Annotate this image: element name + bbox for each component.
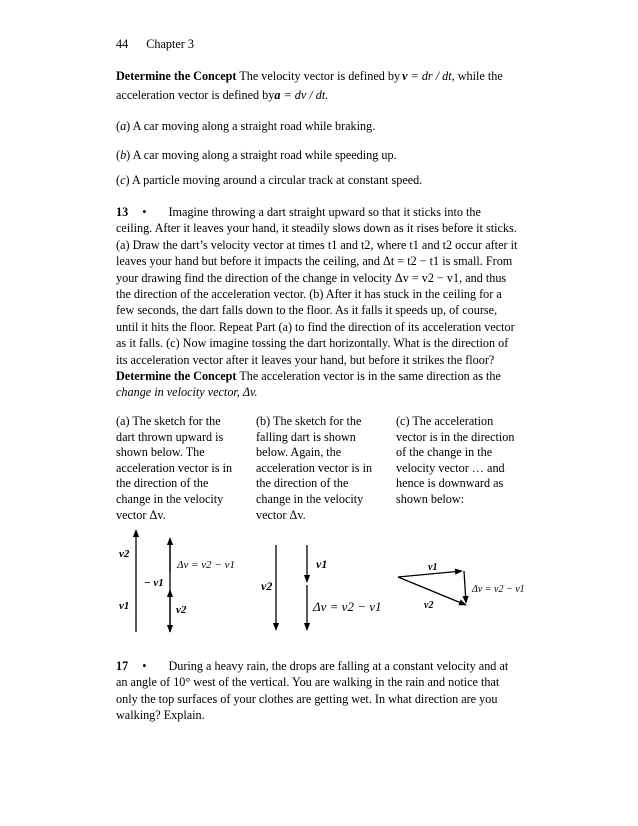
problem-line: its acceleration vector after it leaves your hand, but before it strikes the floor? — [116, 352, 495, 367]
problem-number: 13 — [116, 205, 129, 219]
label-v2: v2 — [424, 600, 434, 611]
column-line: (c) The acceleration — [396, 414, 494, 428]
velocity-definition: = dr / dt, — [410, 69, 455, 83]
column-line: below. Again, the — [256, 445, 342, 460]
column-line: vector Δv. — [256, 507, 306, 522]
answer-c: (c) A particle moving around a circular track at constant speed. — [116, 173, 423, 187]
problem-line: only the top surfaces of your clothes are getting wet. In what direction are you — [116, 691, 498, 706]
problem-line: leaves your hand but before it impacts the ceiling, and Δt = t2 − t1 is small. From — [116, 254, 513, 269]
answer-text: A car moving along a straight road while braking. — [132, 119, 376, 133]
page-number: 44 — [116, 37, 129, 51]
column-line: falling dart is shown — [256, 429, 356, 444]
concept-heading: Determine the Concept — [116, 369, 237, 383]
column-line: acceleration vector is in — [116, 460, 233, 475]
column-line: hence is downward as — [396, 476, 504, 491]
problem-line: (a) Draw the dart’s velocity vector at times t1 and t2, where t1 and t2 occur after it — [116, 237, 518, 252]
acceleration-symbol: a — [274, 88, 281, 103]
label-v2: v2 — [119, 548, 130, 560]
label-dv: Δv = v2 − v1 — [472, 584, 525, 595]
label-dv: Δv = v2 − v1 — [313, 599, 382, 614]
problem-line: the direction of the acceleration vector. (b) After it has stuck in the ceiling for a — [116, 287, 502, 302]
concept-heading: Determine the Concept — [116, 69, 237, 83]
problem-line: your drawing find the direction of the change in velocity Δv = v2 − v1, and thus — [116, 270, 507, 285]
column-line: the direction of the — [256, 476, 349, 491]
column-line: shown below. The — [116, 445, 205, 460]
label-v1: v1 — [316, 557, 328, 571]
column-line: vector is in the direction — [396, 429, 515, 444]
column-line: (a) The sketch for the — [116, 414, 221, 428]
problem-number: 17 — [116, 659, 129, 673]
column-line: change in the velocity — [256, 491, 364, 506]
label-v2-small: v2 — [176, 604, 187, 616]
problem-17 — [116, 658, 536, 724]
answer-text: A particle moving around a circular track at constant speed. — [131, 173, 423, 187]
difficulty-bullet: • — [142, 659, 147, 673]
label-v1: v1 — [428, 562, 438, 573]
diagram-b — [261, 545, 382, 630]
column-line: acceleration vector is in — [256, 460, 373, 475]
label-neg-v1: − v1 — [144, 577, 164, 589]
column-line: shown below: — [396, 491, 465, 506]
velocity-symbol: v — [402, 69, 408, 83]
column-line: vector Δv. — [116, 507, 166, 522]
column-line: the direction of the — [116, 476, 209, 491]
problem-line: Imagine throwing a dart straight upward so that it sticks into the — [168, 205, 481, 219]
problem-line: few seconds, the dart falls down to the floor. As it falls it speeds up, of course, — [116, 303, 498, 318]
answer-label: c — [120, 173, 126, 187]
diagram-a — [119, 530, 235, 632]
problem-line: walking? Explain. — [116, 708, 205, 723]
concept-text-italic: change in velocity vector, Δv. — [116, 385, 258, 400]
concept-text: The velocity vector is defined by — [239, 69, 401, 83]
column-line: (b) The sketch for the — [256, 414, 362, 428]
column-line: velocity vector … and — [396, 460, 505, 475]
label-dv: Δv = v2 − v1 — [177, 559, 235, 571]
problem-line: During a heavy rain, the drops are falling at a constant velocity and at — [168, 659, 509, 673]
answer-a: (a) A car moving along a straight road while braking. — [116, 119, 376, 133]
concept-text-2: acceleration vector is defined by — [116, 88, 275, 103]
label-v1: v1 — [119, 600, 130, 612]
column-line: of the change in the — [396, 445, 493, 460]
concept-text-end: while the — [457, 69, 503, 83]
column-line: dart thrown upward is — [116, 429, 224, 444]
chapter-title: Chapter 3 — [146, 37, 195, 51]
answer-text: A car moving along a straight road while speeding up. — [132, 148, 397, 162]
problem-line: an angle of 10° west of the vertical. You are walking in the rain and notice that — [116, 675, 500, 690]
difficulty-bullet: • — [142, 205, 147, 219]
answer-label: b — [120, 148, 127, 162]
label-v2: v2 — [261, 579, 273, 593]
problem-line: as it falls. (c) Now imagine tossing the dart horizontally. What is the direction of — [116, 336, 509, 351]
acceleration-definition: = dv / dt. — [283, 88, 329, 103]
column-line: change in the velocity — [116, 491, 224, 506]
diagram-c — [398, 562, 525, 611]
answer-b: (b) A car moving along a straight road while speeding up. — [116, 148, 397, 162]
problem-line: until it hits the floor. Repeat Part (a) to find the direction of its acceleration vector — [116, 319, 515, 334]
arrow-dv — [464, 571, 466, 603]
concept-text: The acceleration vector is in the same direction as the — [239, 369, 501, 383]
problem-line: ceiling. After it leaves your hand, it steadily slows down as it rises before it sticks. — [116, 221, 517, 236]
answer-label: a — [120, 119, 127, 133]
